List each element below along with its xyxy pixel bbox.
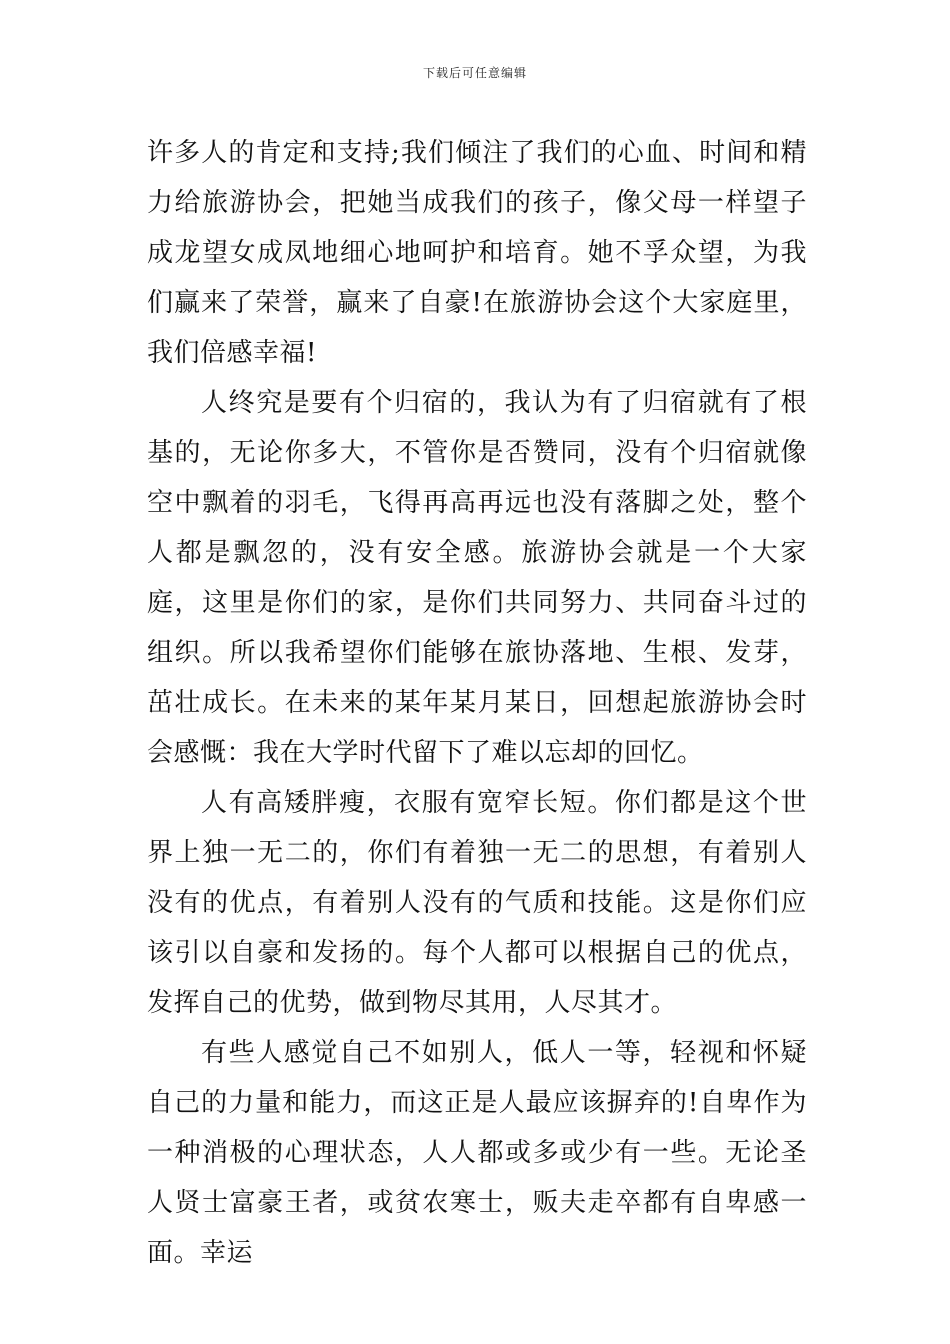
document-body	[147, 128, 807, 1278]
page-header: 下载后可任意编辑	[422, 66, 527, 80]
paragraph-uniqueness: 人有高矮胖瘦，衣服有宽窄长短。你们都是这个世界上独一无二的，你们有着独一无二的思想，有着别人没有的优点，有着别人没有的气质和技能。这是你们应该引以自豪和发扬的。每个人都可以根据自己的优点，发挥自己的优势，做到物尽其用，人尽其才。	[147, 788, 807, 1018]
paragraph-belonging: 人终究是要有个归宿的，我认为有了归宿就有了根基的，无论你多大，不管你是否赞同，没有个归宿就像空中飘着的羽毛，飞得再高再远也没有落脚之处，整个人都是飘忽的，没有安全感。旅游协会就是一个大家庭，这里是你们的家，是你们共同努力、共同奋斗过的组织。所以我希望你们能够在旅协落地、生根、发芽，茁壮成长。在未来的某年某月某日，回想起旅游协会时会感慨：我在大学时代留下了难以忘却的回忆。	[147, 388, 807, 768]
paragraph-continued: 许多人的肯定和支持;我们倾注了我们的心血、时间和精力给旅游协会，把她当成我们的孩子，像父母一样望子成龙望女成凤地细心地呵护和培育。她不孚众望，为我们赢来了荣誉，赢来了自豪!在旅游协会这个大家庭里，我们倍感幸福!	[147, 138, 807, 368]
paragraph-inferiority: 有些人感觉自己不如别人，低人一等，轻视和怀疑自己的力量和能力，而这正是人最应该摒弃的!自卑作为一种消极的心理状态，人人都或多或少有一些。无论圣人贤士富豪王者，或贫农寒士，贩夫走卒都有自卑感一面。幸运	[147, 1038, 807, 1268]
